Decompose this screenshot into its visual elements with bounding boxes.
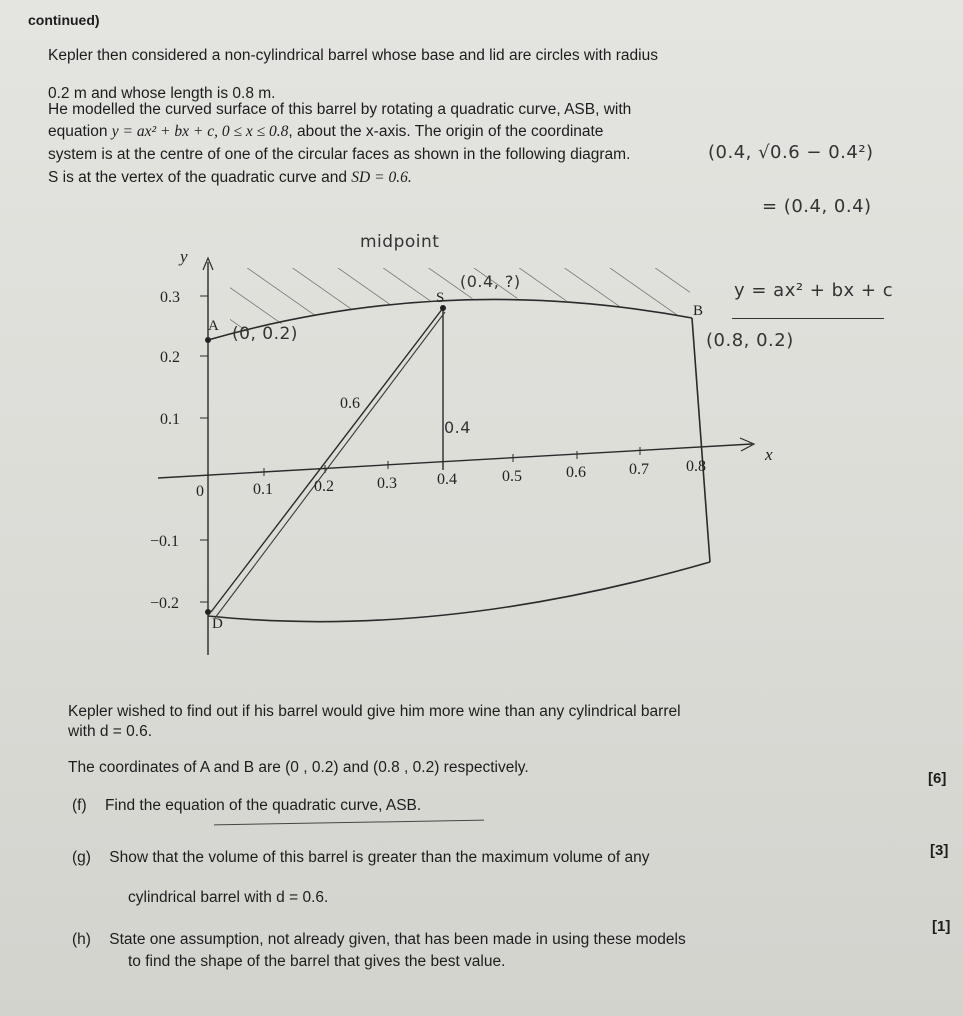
handwritten-mid-value: 0.4 <box>444 418 471 437</box>
intro-line-1: Kepler then considered a non-cylindrical barrel whose base and lid are circles with radius <box>48 47 658 64</box>
marks-h: [1] <box>932 918 951 935</box>
sd-length: SD = 0.6. <box>351 169 412 186</box>
handwritten-s-coord: (0.4, ?) <box>460 272 521 291</box>
question-f <box>72 796 421 816</box>
point-d-dot <box>205 609 211 615</box>
sd-line <box>211 308 443 612</box>
intro-equation-suffix: , about the x-axis. The origin of the coordinate <box>288 123 604 140</box>
marks-g: [3] <box>930 842 949 859</box>
point-s-label: S <box>436 290 445 306</box>
x-tick-label: 0.7 <box>629 461 649 478</box>
question-h-text-1: State one assumption, not already given, that has been made in using these models <box>109 931 686 948</box>
intro-line-3: He modelled the curved surface of this barrel by rotating a quadratic curve, ASB, with <box>48 101 632 118</box>
body-text-2: with d = 0.6. <box>68 723 153 740</box>
question-g-text-2: cylindrical barrel with d = 0.6. <box>128 889 329 906</box>
y-tick-label: −0.2 <box>150 595 180 612</box>
handwritten-note-1: (0.4, √0.6 − 0.4²) <box>708 142 874 163</box>
point-a-dot <box>205 337 211 343</box>
body-text-1: Kepler wished to find out if his barrel would give him more wine than any cylindrical barrel <box>68 703 681 720</box>
y-tick-label: 0.3 <box>160 289 180 306</box>
x-tick-label: 0 <box>196 483 204 500</box>
question-g-label: (g) <box>72 849 91 866</box>
curve-bottom <box>208 562 710 622</box>
sd-line-pencil <box>215 312 445 618</box>
question-g-text-1: Show that the volume of this barrel is greater than the maximum volume of any <box>109 849 650 866</box>
x-tick-label: 0.3 <box>377 475 397 492</box>
y-tick-label: 0.2 <box>160 349 180 366</box>
x-tick-label: 0.5 <box>502 468 522 485</box>
intro-line-5: system is at the centre of one of the circular faces as shown in the following diagram. <box>48 146 631 163</box>
y-axis-label: y <box>180 247 188 266</box>
intro-line-2: 0.2 m and whose length is 0.8 m. <box>48 85 276 102</box>
intro-equation-prefix: equation <box>48 123 108 140</box>
y-tick-label: 0.1 <box>160 411 180 428</box>
question-g-line-1 <box>72 848 649 868</box>
point-d-label: D <box>212 616 223 632</box>
x-tick-label: 0.2 <box>314 478 334 495</box>
continued-header: continued) <box>28 12 100 28</box>
question-h-line-1 <box>72 930 686 950</box>
question-f-text: Find the equation of the quadratic curve, ASB. <box>104 797 422 814</box>
right-face <box>692 318 710 562</box>
question-f-label: (f) <box>72 797 87 814</box>
y-tick-label: −0.1 <box>150 533 180 550</box>
question-h-label: (h) <box>72 931 91 948</box>
coordinates-text: The coordinates of A and B are (0 , 0.2) and (0.8 , 0.2) respectively. <box>68 759 529 776</box>
handwritten-b-coord: (0.8, 0.2) <box>706 330 794 351</box>
x-tick-label: 0.4 <box>437 471 457 488</box>
vertex-text: S is at the vertex of the quadratic curve and <box>48 169 347 186</box>
x-tick-label: 0.1 <box>253 481 273 498</box>
quadratic-equation: y = ax² + bx + c, 0 ≤ x ≤ 0.8 <box>111 123 289 140</box>
sd-length-label: 0.6 <box>340 395 360 412</box>
handwritten-midpoint: midpoint <box>360 232 440 252</box>
x-tick-label: 0.8 <box>686 458 706 475</box>
handwritten-a-coord: (0, 0.2) <box>232 324 298 344</box>
handwritten-note-2: = (0.4, 0.4) <box>762 196 872 217</box>
marks-f: [6] <box>928 770 947 787</box>
point-a-label: A <box>208 318 219 334</box>
x-tick-label: 0.6 <box>566 464 586 481</box>
question-h-text-2: to find the shape of the barrel that gives the best value. <box>128 953 506 970</box>
point-b-label: B <box>693 303 704 319</box>
handwritten-equation: y = ax² + bx + c <box>734 280 894 301</box>
x-axis-label: x <box>765 445 773 464</box>
handwritten-underline <box>732 318 884 319</box>
